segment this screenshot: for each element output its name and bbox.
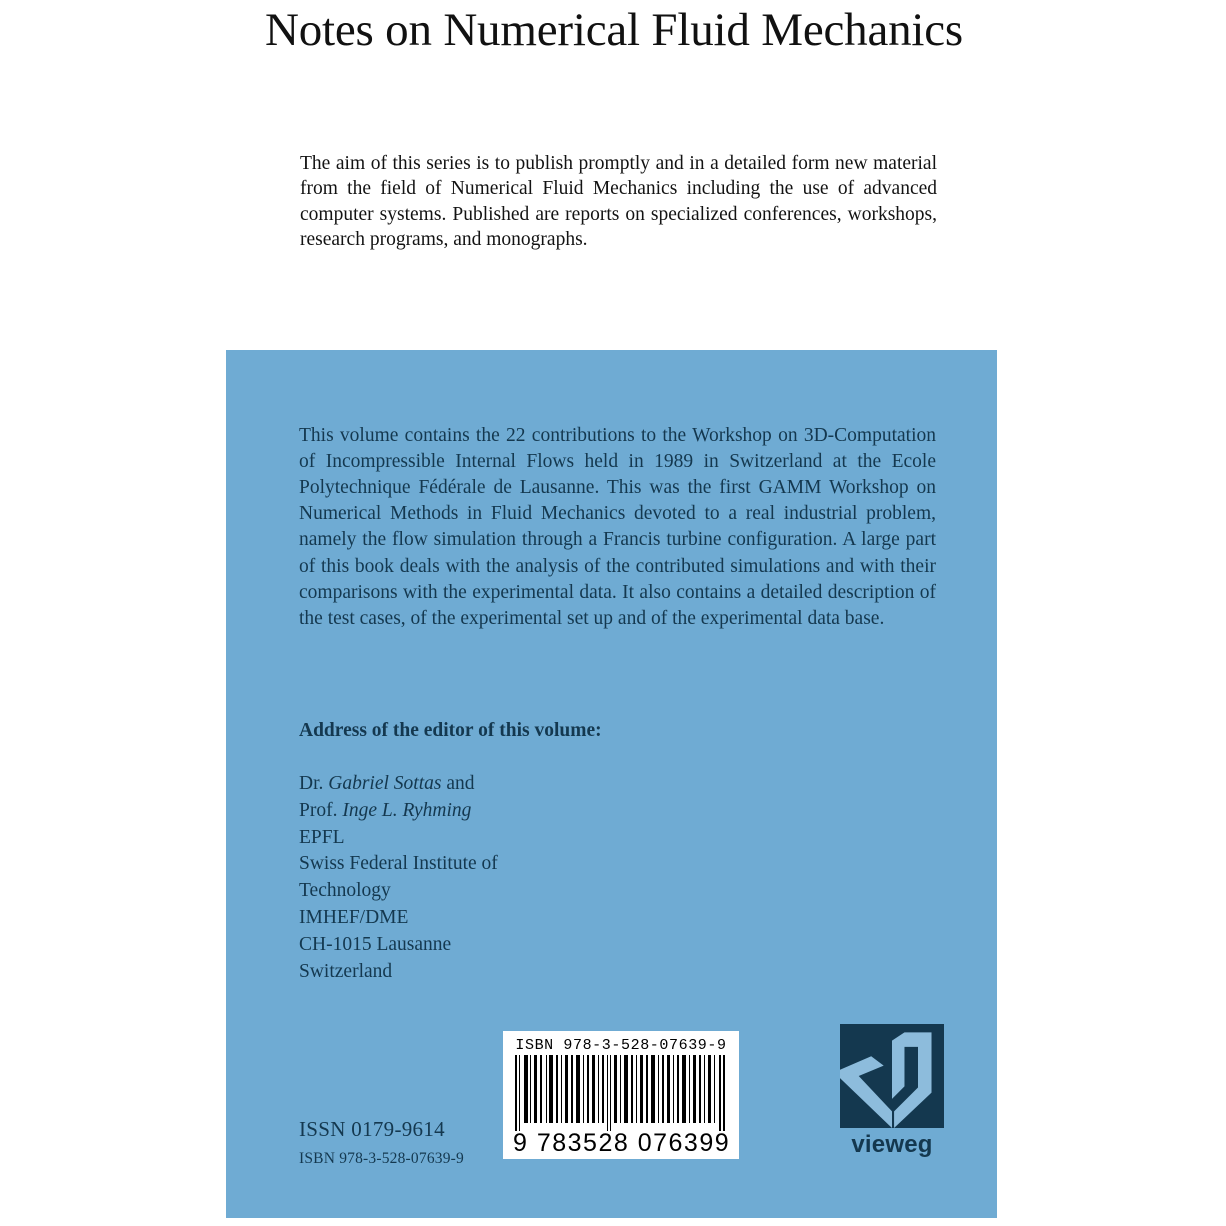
editor1-name: Gabriel Sottas — [328, 773, 442, 794]
address-heading: Address of the editor of this volume: — [299, 720, 602, 741]
isbn-text: ISBN 978-3-528-07639-9 — [299, 1150, 464, 1167]
publisher-logo — [840, 1024, 950, 1164]
page-title: Notes on Numerical Fluid Mechanics — [264, 4, 964, 56]
barcode-isbn-label: ISBN 978-3-528-07639-9 — [515, 1037, 727, 1054]
editor-line-2 — [299, 798, 719, 825]
barcode-bars-icon — [513, 1055, 729, 1131]
blue-content-panel — [226, 350, 997, 1218]
series-blurb-paragraph: The aim of this series is to publish promptly and in a detailed form new material from the field of Numerical Fluid Mechanics including the use of advanced computer systems. Published are reports on specialized conferences, workshops, research programs, and monographs. — [300, 152, 937, 251]
isbn-barcode — [503, 1031, 739, 1159]
address-line-technology: Technology — [299, 880, 391, 902]
address-line-epfl: EPFL — [299, 826, 345, 848]
address-line-country: Switzerland — [299, 960, 393, 982]
volume-description-paragraph: This volume contains the 22 contributions to the Workshop on 3D-Computation of Incompressible Internal Flows held in 1989 in Switzerland at the Ecole Polytechnique Fédérale de Lausanne. This was the first GAMM Workshop on Numerical Methods in Fluid Mechanics devoted to a real industrial problem, namely the flow simulation through a Francis turbine configuration. A large part of this book deals with the analysis of the contributed simulations and with their comparisons with the experimental data. It also contains a detailed description of the test cases, of the experimental set up and of the experimental data base. — [299, 424, 936, 629]
address-line-department: IMHEF/DME — [299, 906, 409, 928]
editor2-prefix: Prof. — [299, 799, 343, 821]
address-line-institute: Swiss Federal Institute of — [299, 853, 498, 875]
editor2-name: Inge L. Ryhming — [342, 799, 472, 821]
issn-text: ISSN 0179-9614 — [299, 1117, 445, 1141]
editor1-prefix: Dr. — [299, 773, 329, 794]
barcode-digits-label: 9 783528 076399 — [513, 1129, 731, 1157]
editor-line-1 — [299, 771, 719, 798]
vieweg-v-mark-icon — [840, 1024, 944, 1128]
editor-address-block — [299, 718, 719, 985]
address-line-city: CH-1015 Lausanne — [299, 933, 452, 955]
editor1-suffix: and — [441, 773, 475, 794]
publisher-name: vieweg — [851, 1131, 933, 1158]
